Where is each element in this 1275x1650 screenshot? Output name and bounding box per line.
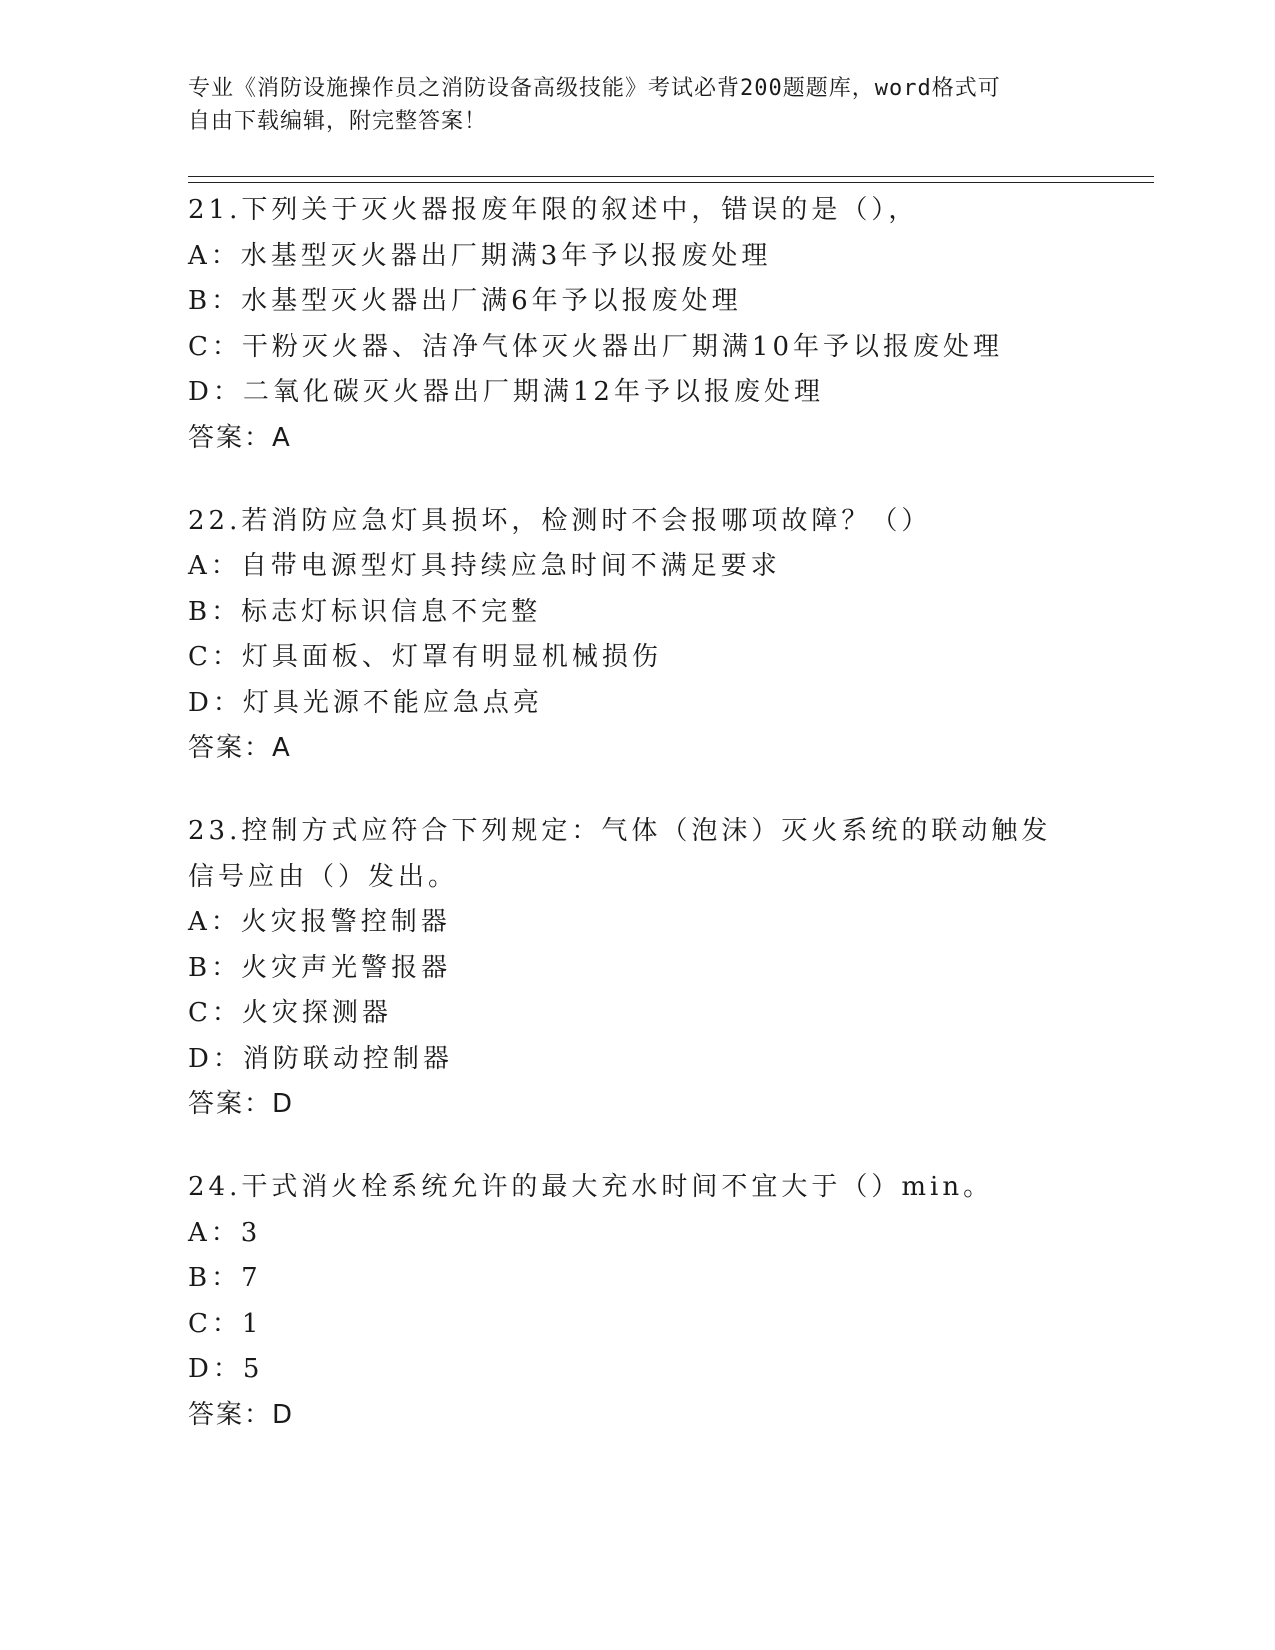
- option-key: C：: [188, 331, 242, 362]
- option-key: A：: [188, 551, 241, 581]
- question-21: [188, 188, 1188, 461]
- option-text: 水基型灭火器出厂期满3年予以报废处理: [240, 240, 772, 271]
- option-text: 5: [242, 1354, 264, 1384]
- option-text: 二氧化碳灭火器出厂期满12年予以报废处理: [242, 377, 824, 407]
- option-text: 水基型灭火器出厂满6年予以报废处理: [241, 286, 742, 316]
- option-text: 灯具光源不能应急点亮: [242, 687, 543, 718]
- option-a: [188, 900, 1188, 946]
- option-key: A：: [188, 240, 241, 271]
- question-stem: 24.干式消火栓系统允许的最大充水时间不宜大于（）min。: [188, 1172, 994, 1202]
- header-title-line-1: 专业《消防设施操作员之消防设备高级技能》考试必背200题题库，word格式可: [188, 76, 1001, 101]
- question-stem: 23.控制方式应符合下列规定：气体（泡沫）灭火系统的联动触发信号应由（）发出。: [188, 816, 1052, 892]
- question-stem: 21.下列关于灭火器报废年限的叙述中，错误的是（），: [188, 195, 919, 225]
- option-key: B：: [188, 1263, 242, 1293]
- option-b: [188, 1256, 1188, 1302]
- option-key: A：: [188, 1217, 241, 1248]
- option-c: [188, 1302, 1188, 1348]
- option-key: D：: [188, 687, 243, 718]
- option-d: [188, 370, 1188, 416]
- option-c: [188, 325, 1188, 371]
- answer-label: 答案：D: [188, 1399, 295, 1430]
- question-23: [188, 809, 1188, 1127]
- option-text: 干粉灭火器、洁净气体灭火器出厂期满10年予以报废处理: [241, 331, 1003, 362]
- option-c: [188, 635, 1188, 681]
- option-text: 3: [240, 1217, 262, 1248]
- option-a: [188, 1211, 1188, 1257]
- option-text: 标志灯标识信息不完整: [241, 596, 542, 627]
- option-d: [188, 1347, 1188, 1393]
- option-key: B：: [188, 286, 242, 316]
- option-key: A：: [188, 907, 241, 937]
- header-divider-bottom: [188, 182, 1154, 183]
- option-key: B：: [188, 596, 242, 627]
- option-text: 消防联动控制器: [242, 1043, 453, 1074]
- answer-label: 答案：A: [188, 733, 292, 763]
- option-b: [188, 946, 1188, 992]
- option-key: C：: [188, 642, 242, 672]
- option-key: B：: [188, 952, 242, 983]
- option-key: D：: [188, 377, 243, 407]
- option-text: 火灾报警控制器: [240, 907, 451, 937]
- option-d: [188, 681, 1188, 727]
- option-key: C：: [188, 1308, 242, 1339]
- question-24: [188, 1165, 1188, 1438]
- answer-label: 答案：A: [188, 422, 292, 453]
- option-key: D：: [188, 1354, 243, 1384]
- option-b: [188, 279, 1188, 325]
- option-text: 自带电源型灯具持续应急时间不满足要求: [240, 551, 781, 581]
- question-22: [188, 499, 1188, 772]
- option-c: [188, 991, 1188, 1037]
- question-stem: 22.若消防应急灯具损坏，检测时不会报哪项故障？（）: [188, 505, 932, 536]
- option-text: 7: [241, 1263, 262, 1293]
- option-key: D：: [188, 1043, 243, 1074]
- header-divider-top: [188, 176, 1154, 177]
- question-list: [188, 188, 1188, 1476]
- option-a: [188, 234, 1188, 280]
- option-text: 灯具面板、灯罩有明显机械损伤: [241, 642, 662, 672]
- document-header: [188, 72, 1068, 138]
- option-text: 火灾声光警报器: [241, 952, 452, 983]
- option-d: [188, 1037, 1188, 1083]
- option-key: C：: [188, 998, 242, 1028]
- answer-label: 答案：D: [188, 1089, 295, 1119]
- option-b: [188, 590, 1188, 636]
- option-a: [188, 544, 1188, 590]
- option-text: 火灾探测器: [241, 998, 392, 1028]
- header-title-line-2: 自由下载编辑，附完整答案！: [188, 109, 488, 134]
- option-text: 1: [241, 1308, 263, 1339]
